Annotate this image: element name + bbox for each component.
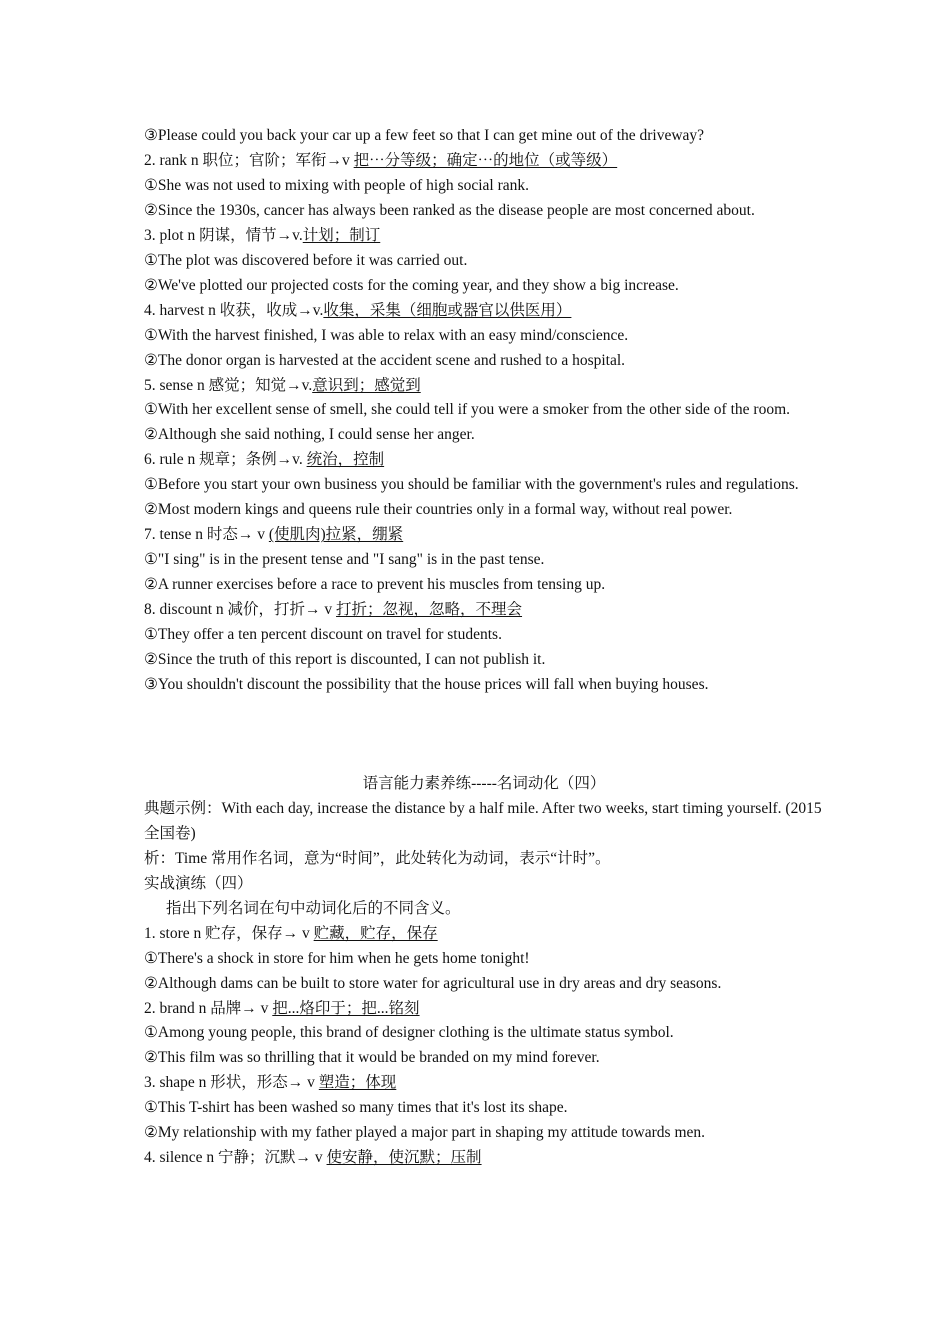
verb-meaning-answer: 计划；制订 bbox=[302, 226, 381, 244]
example-sentence: 典题示例：With each day, increase the distance by a half mile. After two weeks, start timing yourself. (2015 全国卷) bbox=[144, 799, 822, 842]
vocab-entry-heading bbox=[144, 224, 824, 249]
example-sentence: ①The plot was discovered before it was carried out. bbox=[144, 251, 468, 269]
vocab-entry-heading bbox=[144, 374, 824, 399]
vocab-entry-heading bbox=[144, 1146, 824, 1171]
example-sentence: ②The donor organ is harvested at the accident scene and rushed to a hospital. bbox=[144, 351, 626, 369]
verb-meaning-answer: 打折；忽视，忽略，不理会 bbox=[336, 601, 523, 619]
verb-meaning-answer: 收集，采集（细胞或器官以供医用） bbox=[323, 301, 572, 319]
example-sentence: ②Since the truth of this report is discounted, I can not publish it. bbox=[144, 651, 546, 669]
verb-meaning-answer: 意识到；感觉到 bbox=[312, 376, 421, 394]
example-sentence: 析：Time 常用作名词，意为“时间”，此处转化为动词，表示“计时”。 bbox=[144, 849, 611, 867]
vocab-entry-heading bbox=[144, 598, 824, 623]
document-page bbox=[144, 124, 824, 1171]
example-sentence: ②Although dams can be built to store water for agricultural use in dry areas and dry seasons. bbox=[144, 974, 722, 992]
noun-definition: 8. discount n 减价，打折→ v bbox=[144, 601, 337, 619]
verb-meaning-answer: 塑造；体现 bbox=[318, 1074, 397, 1092]
example-sentence: ③Please could you back your car up a few feet so that I can get mine out of the driveway? bbox=[144, 127, 705, 144]
instruction-line: 指出下列名词在句中动词化后的不同含义。 bbox=[166, 899, 461, 917]
noun-definition: 2. rank n 职位；官阶；军衔→v bbox=[144, 151, 354, 169]
example-sentence: ①There's a shock in store for him when he gets home tonight! bbox=[144, 949, 530, 967]
verb-meaning-answer: 贮藏，贮存，保存 bbox=[313, 924, 438, 942]
verb-meaning-answer: 使安静，使沉默；压制 bbox=[326, 1149, 482, 1167]
example-sentence: ①With her excellent sense of smell, she could tell if you were a smoker from the other side of the room. bbox=[144, 401, 790, 419]
noun-verb-list-part-2 bbox=[144, 797, 824, 1171]
example-sentence: ②My relationship with my father played a major part in shaping my attitude towards men. bbox=[144, 1124, 706, 1142]
section-title: 语言能力素养练-----名词动化（四） bbox=[362, 774, 606, 792]
vocab-entry-heading bbox=[144, 448, 824, 473]
vocab-entry-heading bbox=[144, 149, 824, 174]
example-sentence: ②Although she said nothing, I could sense her anger. bbox=[144, 426, 475, 444]
example-sentence: ②This film was so thrilling that it would be branded on my mind forever. bbox=[144, 1049, 600, 1067]
verb-meaning-answer: 把⋯分等级；确定⋯的地位（或等级） bbox=[353, 151, 618, 169]
verb-meaning-answer: 统治，控制 bbox=[306, 451, 385, 469]
vocab-entry-heading bbox=[144, 523, 824, 548]
example-sentence: ①With the harvest finished, I was able to relax with an easy mind/conscience. bbox=[144, 326, 629, 344]
noun-definition: 5. sense n 感觉；知觉→v. bbox=[144, 376, 313, 394]
verb-meaning-answer: 把...烙印于；把...铭刻 bbox=[272, 999, 420, 1017]
noun-verb-list-part-1 bbox=[144, 124, 824, 698]
noun-definition: 3. plot n 阴谋，情节→v. bbox=[144, 226, 303, 244]
example-sentence: ②Since the 1930s, cancer has always been ranked as the disease people are most concerned about. bbox=[144, 201, 755, 219]
vocab-entry-heading bbox=[144, 299, 824, 324]
vocab-entry-heading bbox=[144, 997, 824, 1022]
example-sentence: ③You shouldn't discount the possibility that the house prices will fall when buying houses. bbox=[144, 675, 709, 693]
vocab-entry-heading bbox=[144, 1071, 824, 1096]
example-sentence: ①She was not used to mixing with people of high social rank. bbox=[144, 176, 529, 194]
noun-definition: 7. tense n 时态→ v bbox=[144, 526, 269, 544]
noun-definition: 2. brand n 品牌→ v bbox=[144, 999, 273, 1017]
example-sentence: ①This T-shirt has been washed so many times that it's lost its shape. bbox=[144, 1099, 568, 1117]
example-sentence: ①They offer a ten percent discount on travel for students. bbox=[144, 626, 502, 644]
example-sentence: ②A runner exercises before a race to prevent his muscles from tensing up. bbox=[144, 576, 606, 594]
noun-definition: 3. shape n 形状，形态→ v bbox=[144, 1074, 319, 1092]
noun-definition: 4. silence n 宁静；沉默→ v bbox=[144, 1149, 327, 1167]
example-sentence: 实战演练（四） bbox=[144, 874, 253, 892]
section-gap bbox=[144, 698, 824, 772]
noun-definition: 6. rule n 规章；条例→v. bbox=[144, 451, 307, 469]
example-sentence: ①Among young people, this brand of designer clothing is the ultimate status symbol. bbox=[144, 1024, 674, 1042]
verb-meaning-answer: (使肌肉)拉紧，绷紧 bbox=[268, 526, 404, 544]
example-sentence: ②We've plotted our projected costs for the coming year, and they show a big increase. bbox=[144, 276, 679, 294]
example-sentence: ①Before you start your own business you should be familiar with the government's rules and regulations. bbox=[144, 476, 799, 494]
noun-definition: 4. harvest n 收获，收成→v. bbox=[144, 301, 324, 319]
vocab-entry-heading bbox=[144, 922, 824, 947]
example-sentence: ①"I sing" is in the present tense and "I sang" is in the past tense. bbox=[144, 551, 545, 569]
noun-definition: 1. store n 贮存，保存→ v bbox=[144, 924, 314, 942]
example-sentence: ②Most modern kings and queens rule their countries only in a formal way, without real power. bbox=[144, 501, 733, 519]
